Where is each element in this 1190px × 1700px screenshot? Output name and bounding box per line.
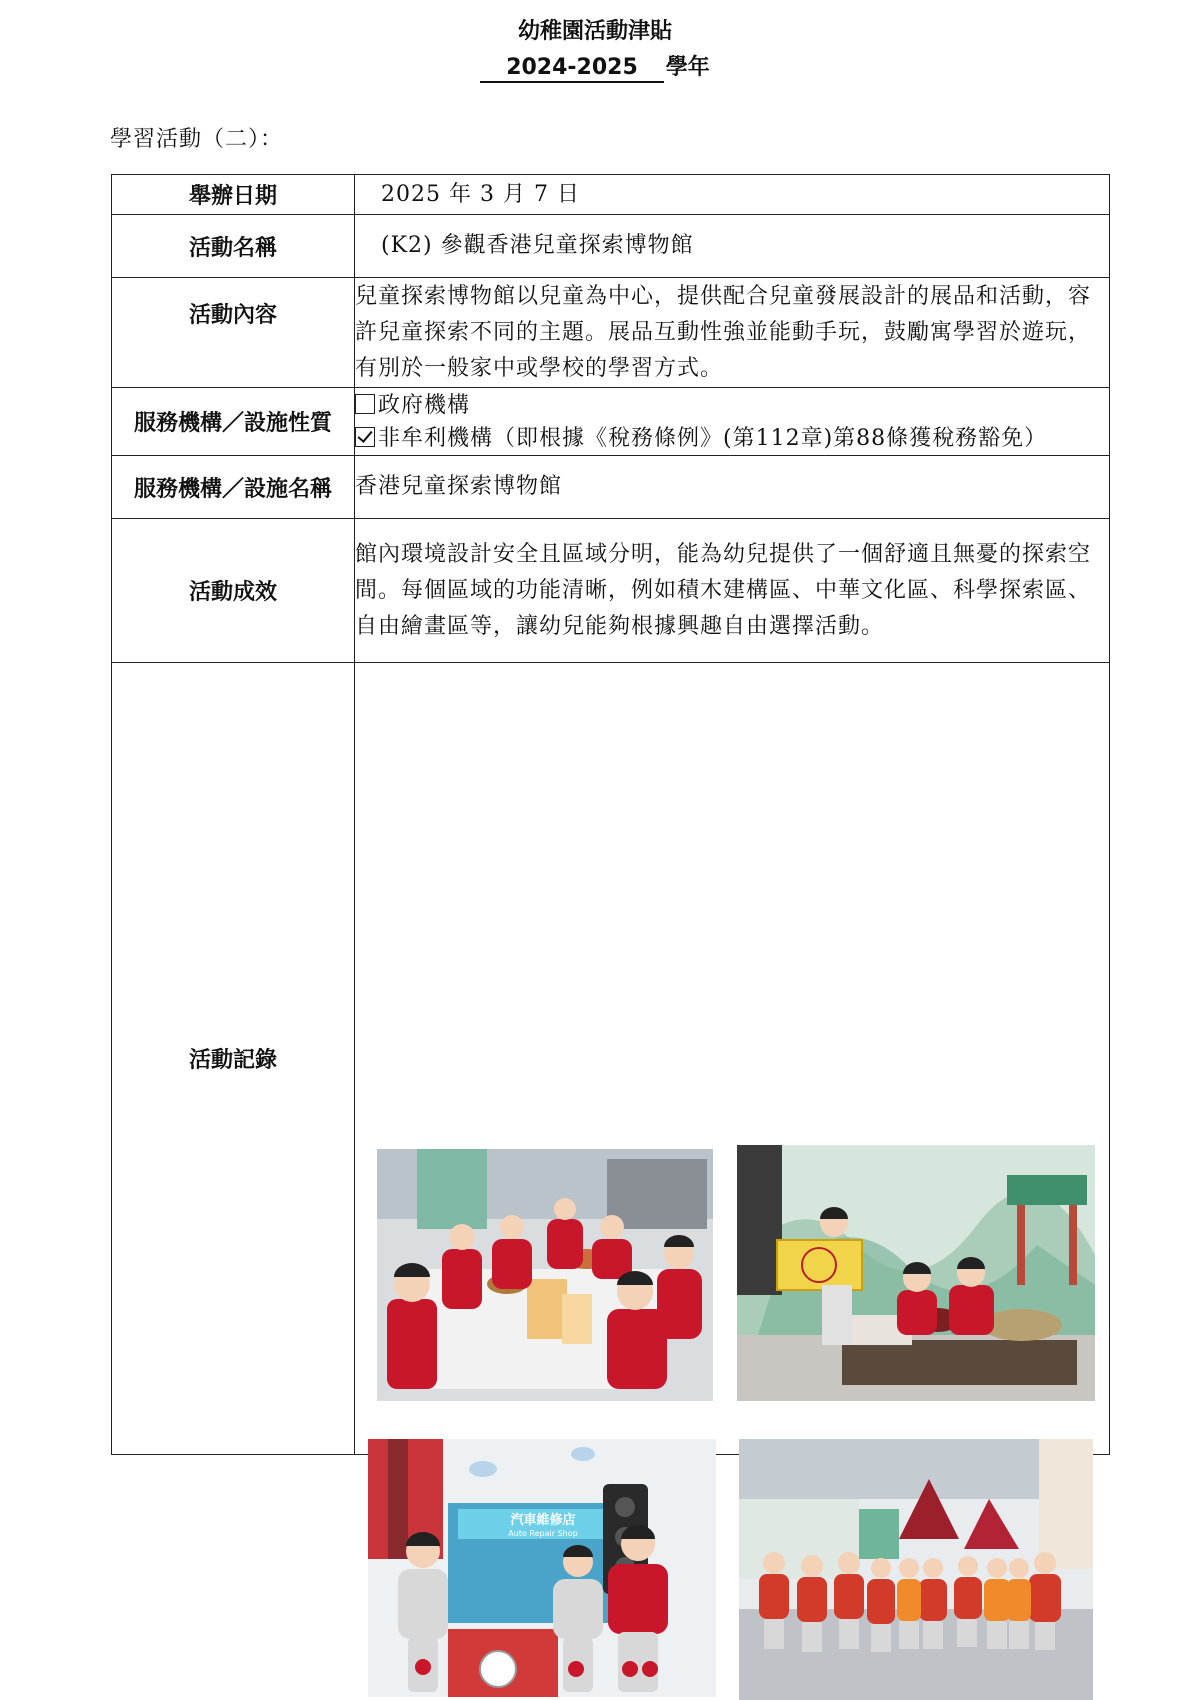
row-org — [112, 456, 1110, 519]
row-type — [112, 388, 1110, 456]
type-options — [355, 388, 1110, 456]
org-value: 香港兒童探索博物館 — [355, 456, 1110, 519]
row-effect — [112, 519, 1110, 663]
shop-sign-english: Auto Repair Shop — [508, 1528, 578, 1538]
record-photos-cell — [355, 663, 1110, 1538]
name-value: (K2) 參觀香港兒童探索博物館 — [355, 215, 1110, 278]
row-record — [112, 663, 1110, 1455]
photo-auto-repair-shop — [368, 1439, 716, 1697]
section-title: 學習活動（二）： — [110, 127, 284, 152]
effect-label: 活動成效 — [112, 519, 355, 663]
date-value: 2025 年 3 月 7 日 — [355, 175, 1110, 215]
option-nonprofit-label: 非牟利機構（即根據《稅務條例》(第112章)第88條獲稅務豁免） — [378, 425, 1048, 451]
row-content — [112, 278, 1110, 388]
content-value: 兒童探索博物館以兒童為中心，提供配合兒童發展設計的展品和活動，容許兒童探索不同的主題。展品互動性強並能動手玩，鼓勵寓學習於遊玩，有別於一般家中或學校的學習方式。 — [355, 278, 1110, 388]
photo-culture-area — [737, 1145, 1095, 1401]
record-label: 活動記錄 — [112, 663, 355, 1455]
photo-group — [739, 1439, 1093, 1700]
checkbox-checked-icon — [355, 427, 375, 447]
effect-value: 館內環境設計安全且區域分明，能為幼兒提供了一個舒適且無憂的探索空間。每個區域的功能清晰，例如積木建構區、中華文化區、科學探索區、自由繪畫區等，讓幼兒能夠根據興趣自由選擇活動。 — [355, 519, 1110, 663]
option-government — [355, 389, 1109, 422]
org-label: 服務機構／設施名稱 — [112, 456, 355, 519]
school-year-value: 2024-2025 — [480, 55, 664, 83]
school-year-suffix: 學年 — [665, 55, 710, 80]
content-label: 活動內容 — [112, 278, 355, 388]
name-label: 活動名稱 — [112, 215, 355, 278]
date-label: 舉辦日期 — [112, 175, 355, 215]
option-nonprofit — [355, 422, 1109, 455]
type-label: 服務機構／設施性質 — [112, 388, 355, 456]
activity-table — [111, 174, 1110, 1538]
row-date — [112, 175, 1110, 215]
row-name — [112, 215, 1110, 278]
school-year — [0, 50, 1190, 83]
shop-sign-chinese: 汽車維修店 — [510, 1512, 576, 1528]
photo-table-activity — [377, 1149, 713, 1401]
checkbox-government-icon — [355, 394, 375, 414]
option-government-label: 政府機構 — [378, 392, 471, 418]
page-title: 幼稚園活動津貼 — [517, 19, 672, 44]
